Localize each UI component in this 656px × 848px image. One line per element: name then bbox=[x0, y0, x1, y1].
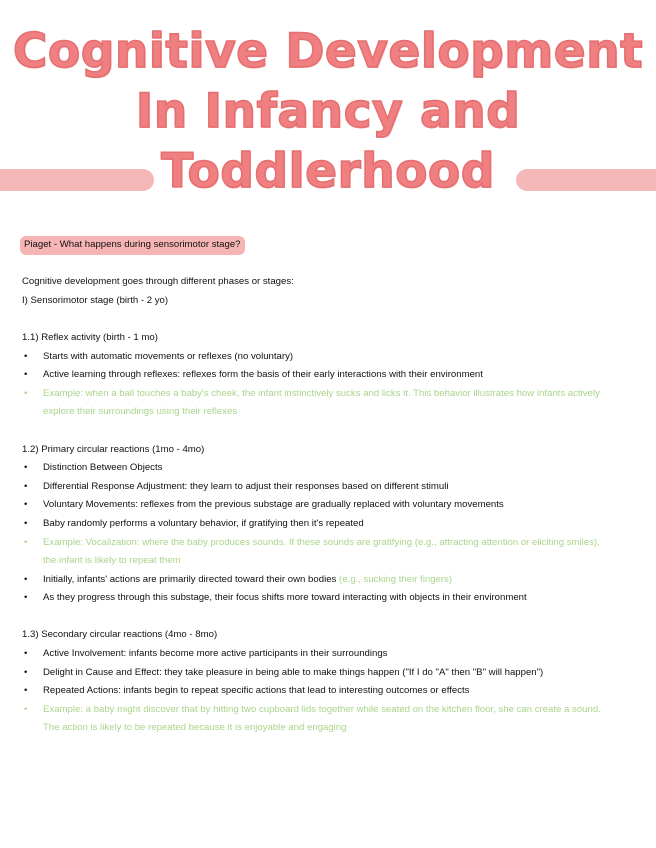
title-line-3: Toddlerhood bbox=[161, 144, 495, 199]
example-item bbox=[22, 534, 632, 571]
substage-3-list bbox=[22, 645, 632, 738]
example-text: explore their surroundings using their reflexes bbox=[43, 406, 238, 418]
list-item: • Active Involvement: infants become more active participants in their surroundings bbox=[22, 645, 632, 664]
document-body bbox=[22, 236, 632, 738]
list-item bbox=[22, 571, 632, 590]
example-text: Example: when a ball touches a baby's cheek, the infant instinctively sucks and licks it. This behavior illustrates how infants actively bbox=[43, 387, 600, 399]
list-item: • Baby randomly performs a voluntary behavior, if gratifying then it's repeated bbox=[22, 515, 632, 534]
list-item: • As they progress through this substage, their focus shifts more toward interacting with objects in their environment bbox=[22, 589, 632, 608]
example-text: Example: Vocalization: where the baby produces sounds. If these sounds are gratifying (e.g., attracting attention or eliciting smiles), bbox=[43, 536, 600, 548]
substage-1-heading: 1.1) Reflex activity (birth - 1 mo) bbox=[22, 331, 158, 343]
list-item: • Distinction Between Objects bbox=[22, 459, 632, 478]
list-item: • Differential Response Adjustment: they learn to adjust their responses based on different stimuli bbox=[22, 478, 632, 497]
title-line-2: In Infancy and bbox=[135, 84, 521, 139]
intro-line: Cognitive development goes through different phases or stages: bbox=[22, 276, 294, 288]
list-item: • Active learning through reflexes: reflexes form the basis of their early interactions with their environment bbox=[22, 366, 632, 385]
stage-heading: I) Sensorimotor stage (birth - 2 yo) bbox=[22, 294, 169, 306]
inline-example: (e.g., sucking their fingers) bbox=[336, 573, 453, 585]
list-item: • Voluntary Movements: reflexes from the previous substage are gradually replaced with voluntary movements bbox=[22, 496, 632, 515]
substage-3-heading: 1.3) Secondary circular reactions (4mo - 8mo) bbox=[22, 629, 218, 641]
substage-1-list bbox=[22, 348, 632, 422]
list-item: • Starts with automatic movements or reflexes (no voluntary) bbox=[22, 348, 632, 367]
list-item-text: Initially, infants' actions are primarily directed toward their own bodies bbox=[43, 573, 337, 585]
decorative-bar-left bbox=[0, 169, 154, 191]
substage-2-list bbox=[22, 459, 632, 608]
example-item bbox=[22, 701, 632, 738]
substage-2-heading: 1.2) Primary circular reactions (1mo - 4mo) bbox=[22, 443, 205, 455]
example-text: Example: a baby might discover that by hitting two cupboard lids together while seated on the kitchen floor, she can create a sound. bbox=[43, 703, 601, 715]
example-text: the infant is likely to repeat them bbox=[43, 555, 181, 567]
example-item bbox=[22, 385, 632, 422]
decorative-bar-right bbox=[516, 169, 656, 191]
question-highlight: Piaget - What happens during sensorimotor stage? bbox=[20, 236, 245, 255]
title-line-1: Cognitive Development bbox=[12, 24, 644, 79]
list-item: • Repeated Actions: infants begin to repeat specific actions that lead to interesting outcomes or effects bbox=[22, 682, 632, 701]
list-item: • Delight in Cause and Effect: they take pleasure in being able to make things happen ("If I do "A" then "B" will happen") bbox=[22, 664, 632, 683]
example-text: The action is likely to be repeated because it is enjoyable and engaging bbox=[43, 722, 347, 734]
